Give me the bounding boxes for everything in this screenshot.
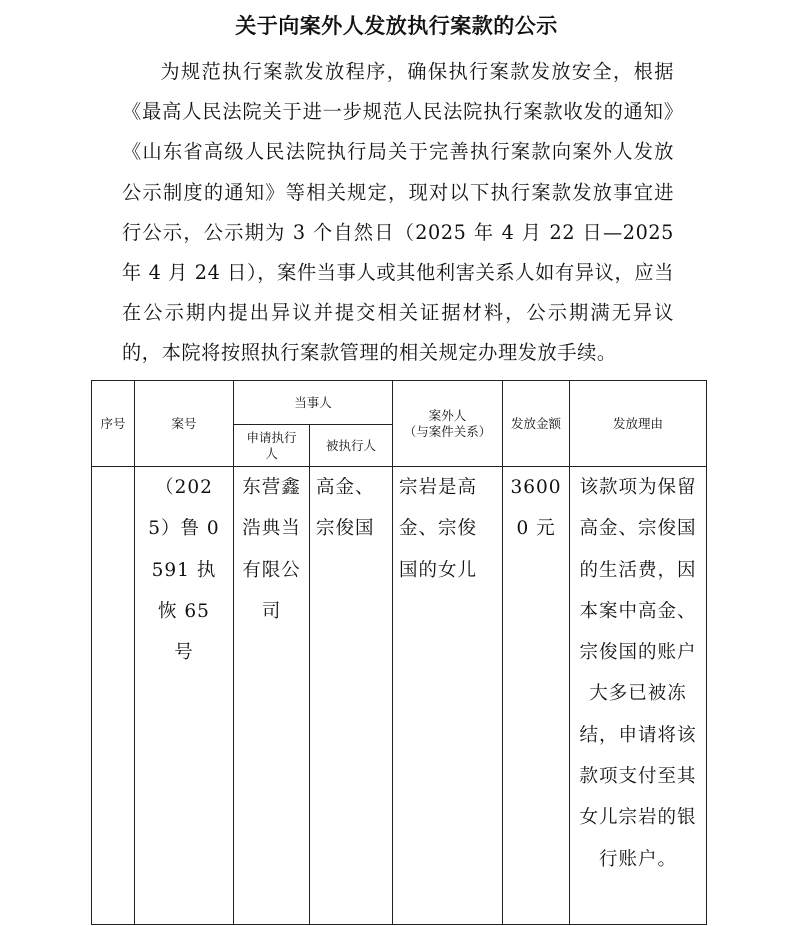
cell-reason — [570, 467, 707, 925]
cell-seq — [92, 467, 135, 925]
header-outsider-label: 案外人 — [428, 407, 467, 423]
cell-amount-text: 36000 元 — [510, 477, 562, 540]
cell-applicant-text: 东营鑫浩典当有限公司 — [242, 477, 301, 622]
header-reason: 发放理由 — [570, 381, 707, 467]
header-parties: 当事人 — [234, 381, 393, 425]
table-row — [92, 467, 707, 925]
cell-outsider-text: 宗岩是高金、宗俊国的女儿 — [399, 477, 478, 581]
cell-reason-text: 该款项为保留高金、宗俊国的生活费，因本案中高金、宗俊国的账户大多已被冻结，申请将该款项支付至其女儿宗岩的银行账户。 — [579, 477, 697, 870]
header-case-no: 案号 — [135, 381, 234, 467]
cell-respondent — [310, 467, 393, 925]
header-respondent: 被执行人 — [310, 425, 393, 467]
header-applicant-label: 申请执行人 — [246, 429, 297, 461]
document-title: 关于向案外人发放执行案款的公示 — [235, 13, 558, 38]
cell-respondent-text: 高金、宗俊国 — [316, 477, 375, 540]
cell-case-no — [135, 467, 234, 925]
cell-amount — [503, 467, 570, 925]
cell-applicant — [234, 467, 310, 925]
cell-outsider — [393, 467, 503, 925]
header-outsider-relation: （与案件关系） — [403, 423, 492, 439]
cell-case-no-text: （2025）鲁 0591 执恢 65 号 — [148, 477, 220, 664]
header-outsider — [393, 381, 503, 467]
table-header-row — [92, 381, 707, 425]
header-seq: 序号 — [92, 381, 135, 467]
header-applicant — [234, 425, 310, 467]
header-amount: 发放金额 — [503, 381, 570, 467]
disbursement-table — [91, 380, 707, 925]
notice-paragraph: 为规范执行案款发放程序，确保执行案款发放安全，根据《最高人民法院关于进一步规范人民法院执行案款收发的通知》《山东省高级人民法院执行局关于完善执行案款向案外人发放公示制度的通知》等相关规定，现对以下执行案款发放事宜进行公示，公示期为 3 个自然日（2025 年 4 月 22 日—2025 年 4 月 24 日），案件当事人或其他利害关系人如有异议，应当在公示期内提出异议并提交相关证据材料，公示期满无异议的，本院将按照执行案款管理的相关规定办理发放手续。 — [122, 60, 674, 365]
